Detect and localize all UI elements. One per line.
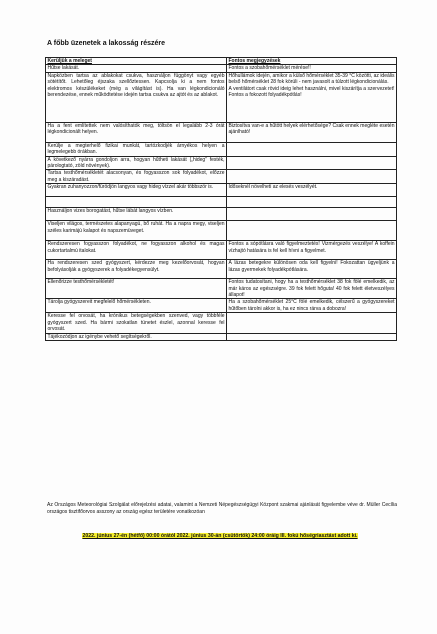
table-row <box>46 72 397 122</box>
table-row <box>46 333 397 340</box>
table-row <box>46 197 397 208</box>
cell-left: Ha a fent említettek nem valósíthatók meg, töltsön el legalább 2-3 órát légkondicionált helyen. <box>46 122 227 142</box>
table-row <box>46 170 397 184</box>
table-row <box>46 65 397 72</box>
cell-right <box>227 156 397 170</box>
alert-highlight <box>60 533 380 540</box>
table-row <box>46 279 397 299</box>
cell-right: Ha a szobahőmérséklet 25°C fölé emelkedik, célszerű a gyógyszereket hűtőben tárolni akkor is, ha ez nincs rárva a dobozra! <box>228 299 395 312</box>
cell-right: Fontos tudatosítani, hogy ha a testhőmérséklet 38 fok fölé emelkedik, az már káros az egészségre. 39 fok felett hőguta! 40 fok felett életveszélyes állapot! <box>228 279 395 299</box>
cell-left: Tartsa testhőmérsékletét alacsonyan, és fogyasszon sok folyadékot, előzze meg a kiszáradást. <box>47 170 225 183</box>
cell-right: Biztosítva van-e a hűtött helyek elérhetősége? Csak ennek megléte esetén ajánlható! <box>227 122 397 142</box>
cell-left: A következő nyárra gondoljon arra, hogyan hűtheti lakását („hideg” festék, párologtató, zöld növények). <box>47 156 225 170</box>
table-row <box>46 241 397 260</box>
cell-left: Kerülje a megterhelő fizikai munkát, tartózkodjék árnyékos helyen a legmelegebb órákban. <box>47 142 225 156</box>
cell-right <box>227 170 397 184</box>
table-row <box>46 299 397 313</box>
cell-left <box>46 197 227 208</box>
cell-right: Időseknél növelheti az elesés veszélyét. <box>227 184 397 197</box>
cell-left: Hűtse lakását. <box>46 65 227 72</box>
cell-right <box>227 313 397 333</box>
table-row <box>46 260 397 279</box>
cell-left: Ha rendszeresen szed gyógyszert, kérdezze meg kezelőorvosát, hogyan befolyásolják a gyógyszerek a folyadékegyensúlyt. <box>46 260 227 279</box>
cell-right <box>227 197 397 208</box>
cell-left: Keresse fel orvosát, ha krónikus betegségekben szenved, vagy többféle gyógyszert szed. Ha bármi szokatlan tünetet észlel, azonnal keresse fel orvosát. <box>47 313 225 333</box>
advice-table <box>45 57 397 341</box>
table-row <box>46 313 397 333</box>
table-row <box>46 142 397 156</box>
cell-left: Ellenőrizze testhőmérsékletét! <box>46 279 227 299</box>
cell-left: Napközben tartsa az ablakokat csukva, használjon függönyt vagy egyéb sötétítőt. Lehetőleg éjszaka szellőztessen. Kapcsolja ki a nem fontos elektromos készülékeket (még a világítást is). Ha van légkondicionáló berendezése, ennek működtetése idején tartsa csukva az ajtót és az ablakot. <box>46 72 227 122</box>
cell-right <box>227 333 397 340</box>
alert-highlight-text: 2022. június 27-én (hétfő) 00:00 órától 2022. június 30-án (csütörtök) 24:00 óráig III. fokú hőségriasztást adott ki. <box>82 533 358 539</box>
cell-right: Hőhullámok idején, amikor a külső hőmérséklet 35-39 °C közötti, az ideális belső hőmérséklet 28 fok körüli - nem javasolt a túlzott légkondicionálás. A ventilátort csak rövid ideig lehet használni, mivel kiszárítja a szervezetet! Fontos a fokozott folyadékpótlás! <box>227 72 397 122</box>
header-left: Kerüljük a meleget <box>46 58 227 65</box>
cell-left: Viseljen világos, természetes alapanyagú, bő ruhát. Ha a napra megy, viseljen széles karimájú kalapot és napszemüveget. <box>46 221 227 241</box>
table-row <box>46 122 397 142</box>
cell-left: Használjon vizes borogatást, hűtse lábát langyos vízben. <box>46 208 227 221</box>
cell-right: Fontos a sópótlásra való figyelmeztetés! Vizmérgezés veszélye! A koffein vízhajtó hatására is fel kell hívni a figyelmet. <box>227 241 397 260</box>
cell-right <box>227 208 397 221</box>
cell-left: Tárolja gyógyszereit megfelelő hőmérsékleten. <box>46 299 227 313</box>
table-row <box>46 156 397 170</box>
header-right: Fontos megjegyzések <box>227 58 397 65</box>
page-title: A főbb üzenetek a lakosság részére <box>47 40 166 47</box>
cell-right <box>227 142 397 156</box>
table-row <box>46 208 397 221</box>
table-row <box>46 221 397 241</box>
table-row <box>46 184 397 197</box>
footer-text: Az Országos Meteorológiai Szolgálat előrejelzési adatai, valamint a Nemzeti Népegészségügyi Központ szakmai ajánlását figyelembe véve dr. Müller Cecília országos tisztifőorvos asszony az ország egész területére vonatkozóan <box>47 502 397 515</box>
cell-left: Rendszeresen fogyasszon folyadékot, ne fogyasszon alkohol és magas cukortartalmú italokat. <box>46 241 227 260</box>
cell-left: Tájékozódjon az igénybe vehető segítségekről. <box>46 333 227 340</box>
cell-right: A lázas betegekre különösen oda kell figyelni! Fokozattan ügyeljünk a lázas gyermekek folyadékpótlására. <box>227 260 397 279</box>
cell-right <box>227 221 397 241</box>
cell-right: Fontos a szobahőmérséklet mérése!! <box>227 65 397 72</box>
cell-left: Gyakran zuhanyozzon/fürödjön langyos vagy hideg vízzel akár többször is. <box>46 184 227 197</box>
table-header-row <box>46 58 397 65</box>
